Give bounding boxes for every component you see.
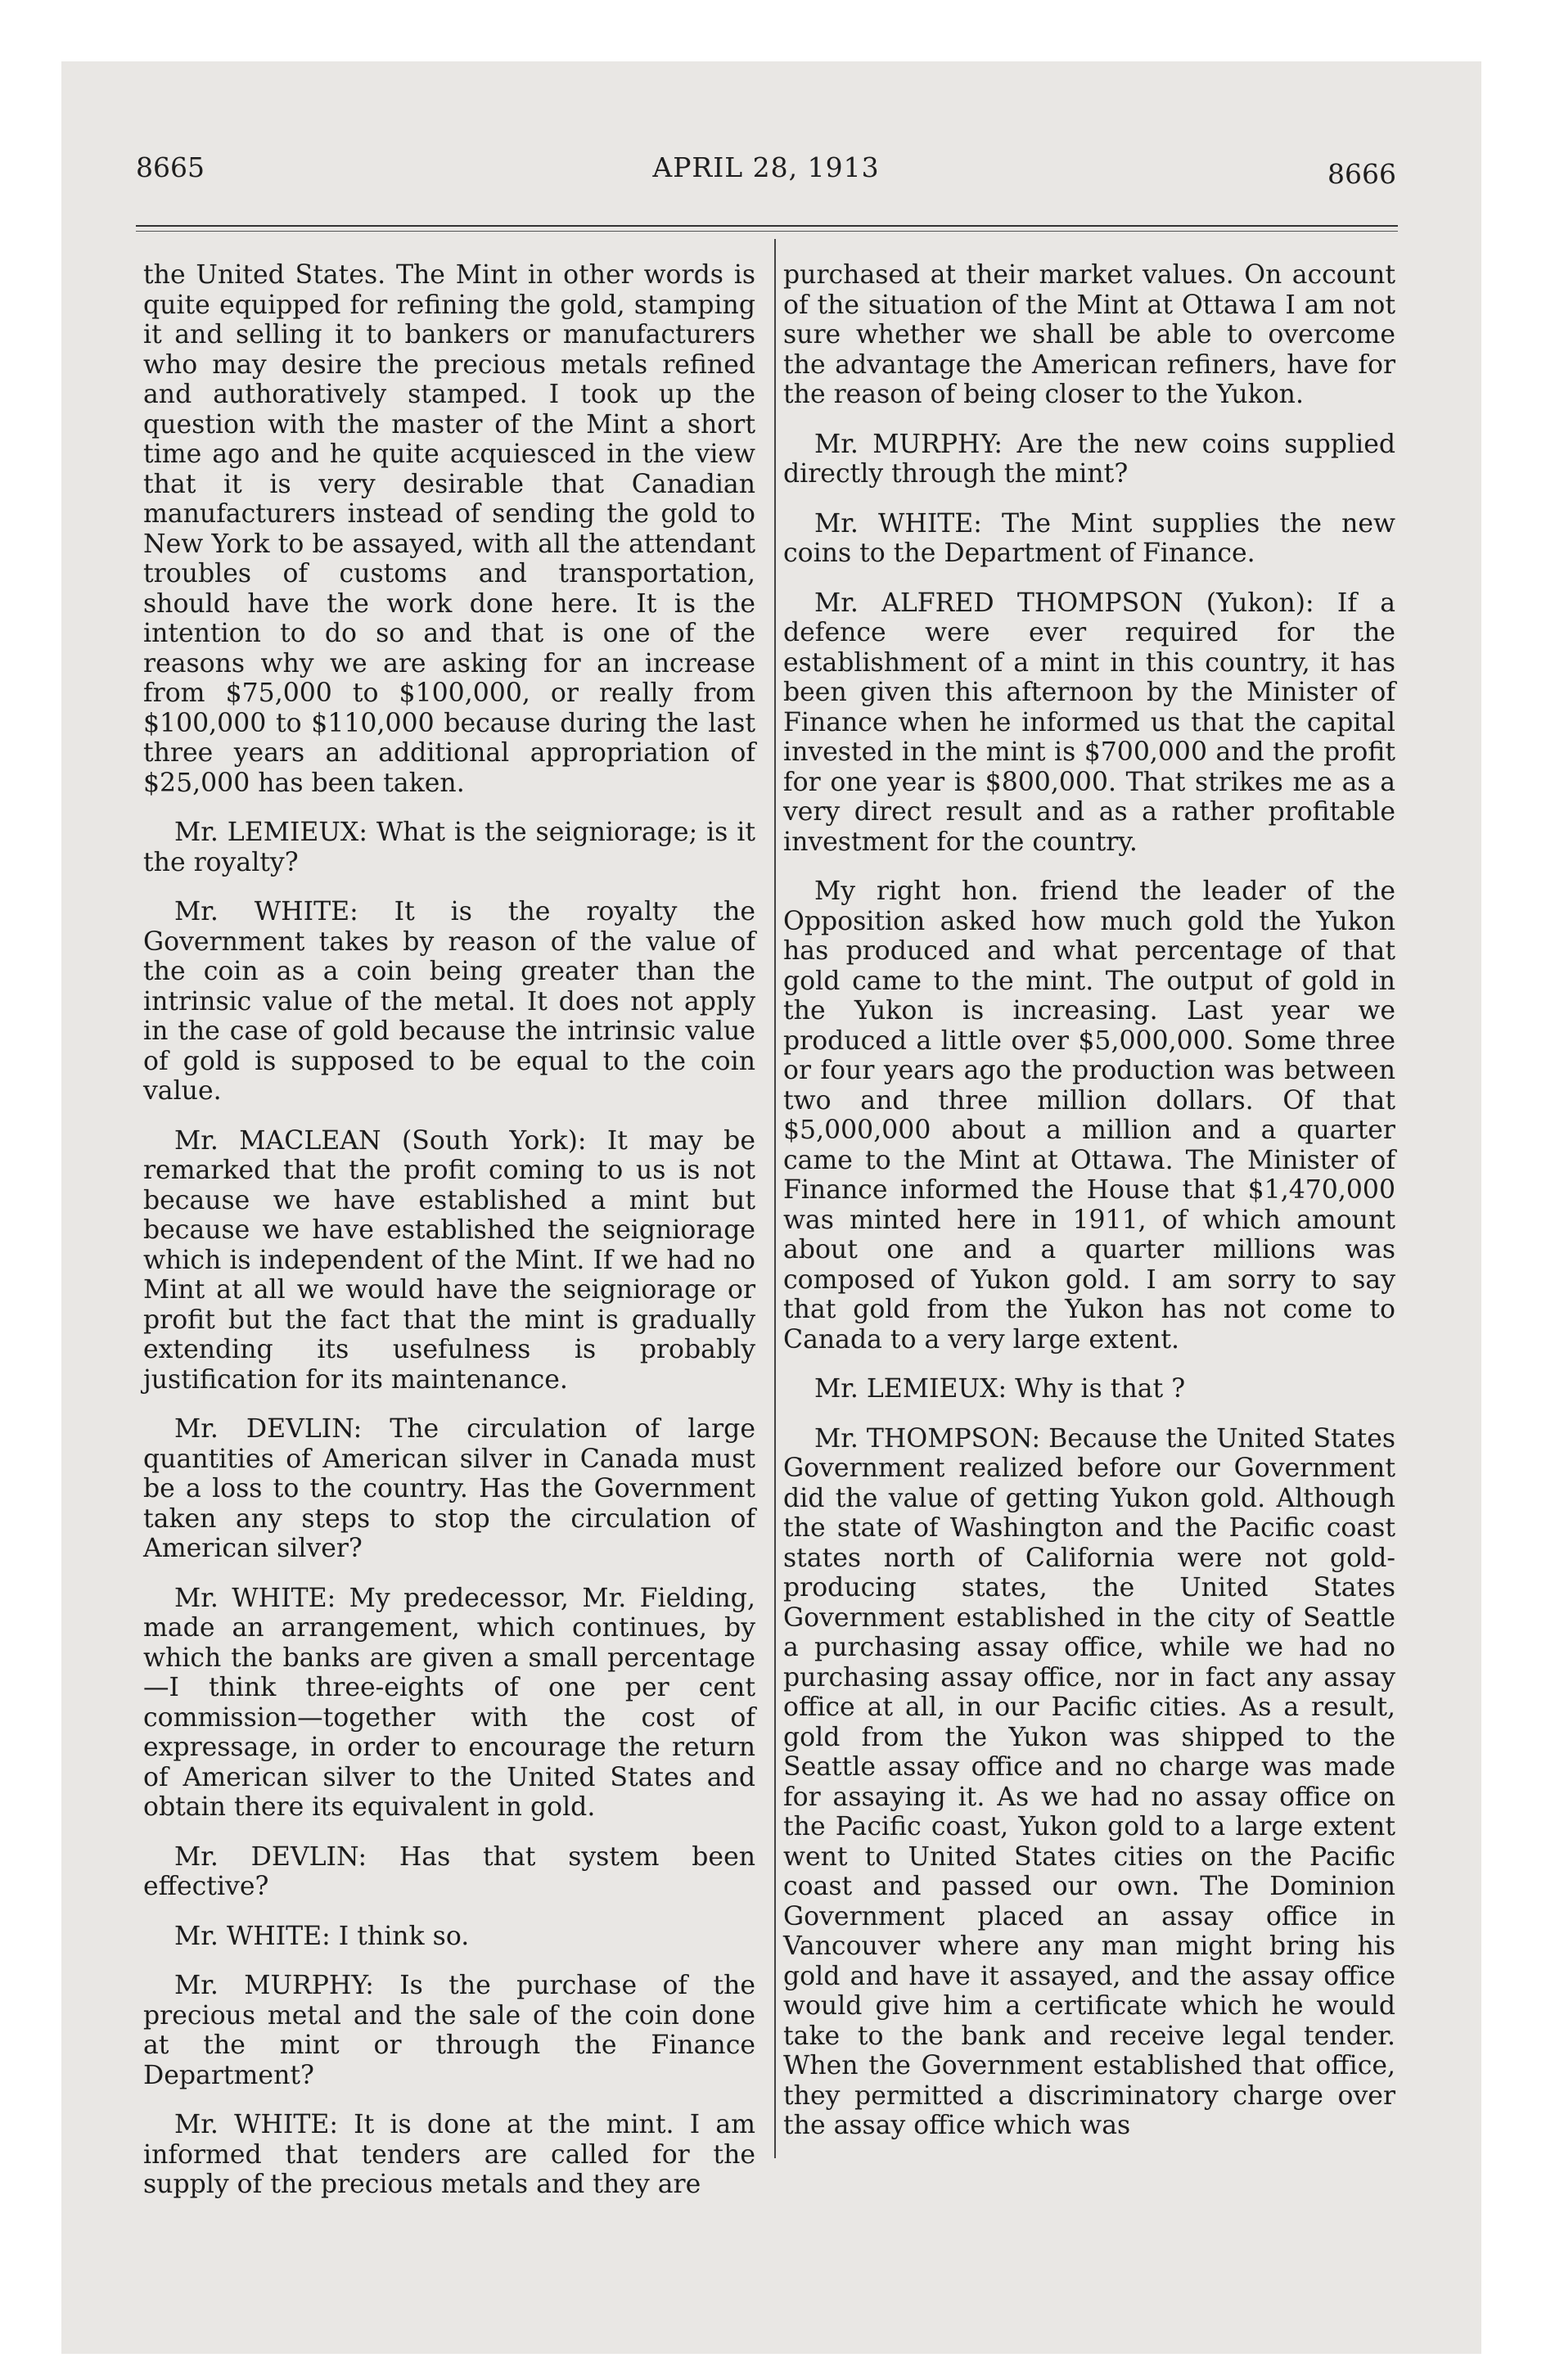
header-rule-thin [136, 231, 1398, 232]
paragraph: Mr. LEMIEUX: What is the seigniorage; is it the royalty? [143, 818, 755, 877]
header-date: APRIL 28, 1913 [652, 151, 880, 183]
paragraph: Mr. MACLEAN (South York): It may be remarked that the profit coming to us is not because we have established a mint but because we have established the seigniorage which is independent of the Mint. If we had no Mint at all we would have the seigniorage or profit but the fact that the mint is gradually extending its usefulness is probably justification for its maintenance. [143, 1125, 755, 1395]
paragraph: Mr. DEVLIN: The circulation of large quantities of American silver in Canada must be a loss to the country. Has the Government taken any steps to stop the circulation of American silver? [143, 1414, 755, 1563]
paragraph: Mr. WHITE: It is the royalty the Government takes by reason of the value of the coin as a coin being greater than the intrinsic value of the metal. It does not apply in the case of gold because the intrinsic value of gold is supposed to be equal to the coin value. [143, 897, 755, 1106]
paragraph: Mr. MURPHY: Is the purchase of the precious metal and the sale of the coin done at the mint or through the Finance Department? [143, 1971, 755, 2090]
paragraph: Mr. WHITE: My predecessor, Mr. Fielding, made an arrangement, which continues, by which the banks are given a small percentage—I think three-eights of one per cent commission—together with the cost of expressage, in order to encourage the return of American silver to the United States and obtain there its equivalent in gold. [143, 1583, 755, 1822]
column-divider [774, 239, 776, 2158]
paragraph: Mr. THOMPSON: Because the United States Government realized before our Government did the value of getting Yukon gold. Although the state of Washington and the Pacific coast states north of California were not gold-producing states, the United States Government established in the city of Seattle a purchasing assay office, while we had no purchasing assay office, nor in fact any assay office at all, in our Pacific cities. As a result, gold from the Yukon was shipped to the Seattle assay office and no charge was made for assaying it. As we had no assay office on the Pacific coast, Yukon gold to a large extent went to United States cities on the Pacific coast and passed our own. The Dominion Government placed an assay office in Vancouver where any man might bring his gold and have it assayed, and the assay office would give him a certificate which he would take to the bank and receive legal tender. When the Government established that office, they permitted a discriminatory charge over the assay office which was [783, 1423, 1395, 2140]
paragraph: Mr. MURPHY: Are the new coins supplied directly through the mint? [783, 429, 1395, 489]
page-number-left: 8665 [136, 151, 205, 183]
paragraph: Mr. LEMIEUX: Why is that ? [814, 1374, 1186, 1404]
paragraph: the United States. The Mint in other words is quite equipped for refining the gold, stamping it and selling it to bankers or manufacturers who may desire the precious metals refined and authoratively stamped. I took up the question with the master of the Mint a short time ago and he quite acquiesced in the view that it is very desirable that Canadian manufacturers instead of sending the gold to New York to be assayed, with all the attendant troubles of customs and transportation, should have the work done here. It is the intention to do so and that is one of the reasons why we are asking for an increase from $75,000 to $100,000, or really from $100,000 to $110,000 because during the last three years an additional appropriation of $25,000 has been taken. [143, 260, 755, 798]
paragraph: Mr. DEVLIN: Has that system been effective? [143, 1841, 755, 1901]
page-header [136, 151, 1396, 192]
paragraph: Mr. WHITE: It is done at the mint. I am informed that tenders are called for the supply of the precious metals and they are [143, 2110, 755, 2199]
paragraph: Mr. WHITE: I think so. [174, 1921, 470, 1951]
header-rule [136, 225, 1398, 227]
paragraph: My right hon. friend the leader of the Opposition asked how much gold the Yukon has produced and what percentage of that gold came to the mint. The output of gold in the Yukon is increasing. Last year we produced a little over $5,000,000. Some three or four years ago the production was between two and three million dollars. Of that $5,000,000 about a million and a quarter came to the Mint at Ottawa. The Minister of Finance informed the House that $1,470,000 was minted here in 1911, of which amount about one and a quarter millions was composed of Yukon gold. I am sorry to say that gold from the Yukon has not come to Canada to a very large extent. [783, 877, 1395, 1355]
paragraph: purchased at their market values. On account of the situation of the Mint at Ottawa I am not sure whether we shall be able to overcome the advantage the American refiners, have for the reason of being closer to the Yukon. [783, 260, 1395, 409]
paragraph: Mr. WHITE: The Mint supplies the new coins to the Department of Finance. [783, 508, 1395, 568]
paragraph: Mr. ALFRED THOMPSON (Yukon): If a defence were ever required for the establishment of a mint in this country, it has been given this afternoon by the Minister of Finance when he informed us that the capital invested in the mint is $700,000 and the profit for one year is $800,000. That strikes me as a very direct result and as a rather profitable investment for the country. [783, 588, 1395, 857]
page-number-right: 8666 [1327, 158, 1396, 190]
left-column [143, 260, 755, 2220]
right-column [783, 260, 1395, 2161]
